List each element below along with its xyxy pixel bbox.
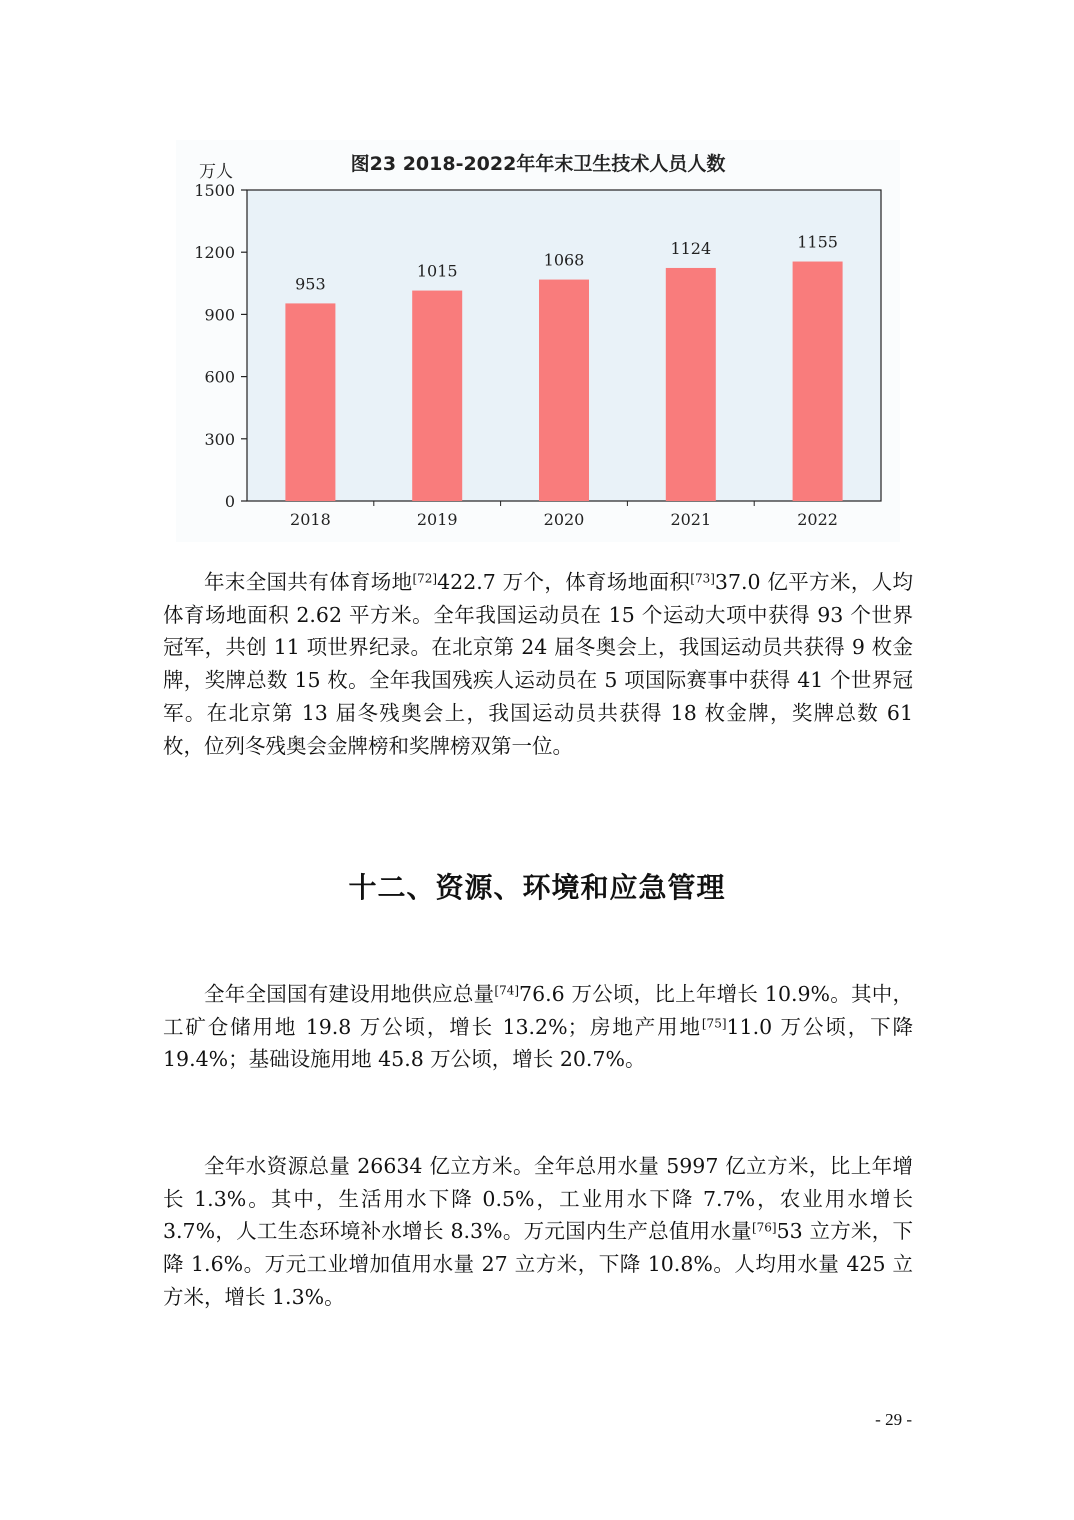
paragraph-sports — [163, 566, 913, 762]
footnote-ref: [72] — [412, 571, 438, 586]
data-label-2018: 953 — [295, 274, 326, 294]
paragraph-water-resources — [163, 1150, 913, 1314]
data-label-2020: 1068 — [543, 250, 585, 270]
bar-2022 — [793, 262, 843, 501]
y-tick-label: 600 — [204, 367, 235, 387]
y-axis-unit-label: 万人 — [199, 162, 233, 182]
footnote-ref: [76] — [751, 1220, 777, 1235]
paragraph-land-supply — [163, 978, 913, 1076]
paragraph-text: 11.0 万公顷，下降 19.4%；基础设施用地 45.8 万公顷，增长 20.7%。 — [163, 1014, 913, 1072]
y-tick-label: 900 — [204, 305, 235, 325]
bar-2020 — [539, 280, 589, 501]
x-tick-label-2020: 2020 — [543, 510, 585, 529]
footnote-ref: [73] — [690, 571, 715, 586]
x-tick-label-2021: 2021 — [670, 510, 712, 529]
footnote-ref: [75] — [701, 1016, 727, 1031]
data-label-2022: 1155 — [797, 232, 838, 252]
chart-title: 图23 2018-2022年年末卫生技术人员人数 — [350, 153, 726, 175]
paragraph-text: 37.0 亿平方米，人均体育场地面积 2.62 平方米。全年我国运动员在 15 个运动大项中获得 93 个世界冠军，共创 11 项世界纪录。在北京第 24 届冬奥会上，我国运动员共获得 9 枚金牌，奖牌总数 15 枚。全年我国残疾人运动员在 5 项国际赛事中获得 41 个世界冠军。在北京第 13 届冬残奥会上，我国运动员共获得 18 枚金牌，奖牌总数 61 枚，位列冬残奥会金牌榜和奖牌榜双第一位。 — [163, 570, 914, 758]
paragraph-text: 422.7 万个，体育场地面积 — [437, 570, 691, 594]
bar-2018 — [285, 303, 335, 501]
x-tick-label-2018: 2018 — [290, 510, 331, 529]
paragraph-text: 53 立方米，下降 1.6%。万元工业增加值用水量 27 立方米，下降 10.8%。人均用水量 425 立方米，增长 1.3%。 — [163, 1219, 913, 1309]
y-tick-label: 1200 — [194, 243, 235, 263]
x-tick-label-2022: 2022 — [797, 510, 838, 529]
y-tick-label: 0 — [224, 492, 235, 511]
bar-chart — [176, 140, 900, 542]
bar-2021 — [666, 268, 716, 501]
section-heading: 十二、资源、环境和应急管理 — [348, 871, 726, 904]
bar-2019 — [412, 291, 462, 501]
page-number: - 29 - — [875, 1410, 912, 1429]
data-label-2019: 1015 — [416, 261, 458, 281]
y-tick-label: 1500 — [194, 181, 235, 200]
footnote-ref: [74] — [494, 983, 520, 998]
y-tick-label: 300 — [204, 429, 235, 449]
data-label-2021: 1124 — [670, 238, 712, 258]
paragraph-text: 76.6 万公顷，比上年增长 10.9%。其中，工矿仓储用地 19.8 万公顷，增长 13.2%；房地产用地 — [163, 982, 913, 1039]
paragraph-text: 全年全国国有建设用地供应总量 — [204, 982, 495, 1006]
paragraph-text: 年末全国共有体育场地 — [204, 570, 413, 594]
x-tick-label-2019: 2019 — [416, 510, 458, 529]
chart-figure — [176, 140, 900, 542]
paragraph-text: 全年水资源总量 26634 亿立方米。全年总用水量 5997 亿立方米，比上年增长 1.3%。其中，生活用水下降 0.5%，工业用水下降 7.7%，农业用水增长 3.7%，人工生态环境补水增长 8.3%。万元国内生产总值用水量 — [163, 1154, 913, 1244]
